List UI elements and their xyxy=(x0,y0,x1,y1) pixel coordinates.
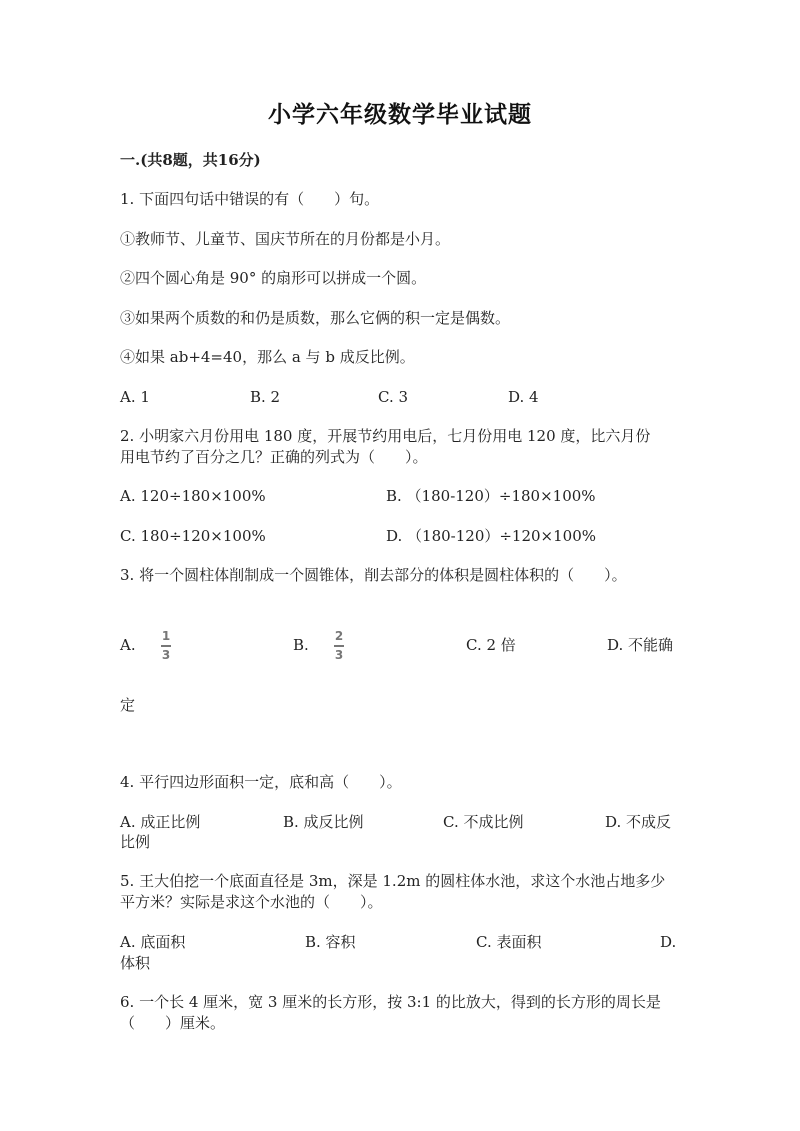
fraction-bar xyxy=(334,645,344,647)
question-1-option-a: A. 1 xyxy=(120,388,150,406)
question-3-stem: 3. 将一个圆柱体削制成一个圆锥体，削去部分的体积是圆柱体积的（ ）。 xyxy=(120,566,627,584)
question-1-statement-4: ④如果 ab+4=40，那么 a 与 b 成反比例。 xyxy=(120,348,415,366)
question-1-statement-3: ③如果两个质数的和仍是质数，那么它俩的积一定是偶数。 xyxy=(120,309,511,327)
question-3-option-d: D. 不能确 xyxy=(607,636,674,654)
question-2-stem-line-2: 用电节约了百分之几？正确的列式为（ ）。 xyxy=(120,448,428,466)
question-2-option-d: D. （180-120）÷120×100% xyxy=(386,527,597,545)
question-1-statement-1: ①教师节、儿童节、国庆节所在的月份都是小月。 xyxy=(120,230,451,248)
question-5-stem-line-2: 平方米？实际是求这个水池的（ ）。 xyxy=(120,893,383,911)
question-1-statement-2: ②四个圆心角是 90° 的扇形可以拼成一个圆。 xyxy=(120,269,427,287)
question-2-option-c: C. 180÷120×100% xyxy=(120,527,266,545)
question-1-option-b: B. 2 xyxy=(250,388,281,406)
question-5-stem-line-1: 5. 王大伯挖一个底面直径是 3m，深是 1.2m 的圆柱体水池，求这个水池占地多少 xyxy=(120,872,666,890)
page-title: 小学六年级数学毕业试题 xyxy=(268,101,532,128)
fraction-bar xyxy=(161,645,171,647)
question-4-option-c: C. 不成比例 xyxy=(443,813,524,831)
question-3-option-c: C. 2 倍 xyxy=(466,636,516,654)
question-2-stem-line-1: 2. 小明家六月份用电 180 度，开展节约用电后，七月份用电 120 度，比六月份 xyxy=(120,427,651,445)
fraction-numerator: 1 xyxy=(161,629,171,643)
question-2-option-b: B. （180-120）÷180×100% xyxy=(386,487,596,505)
question-3-option-d-continued: 定 xyxy=(120,696,136,714)
question-1-option-d: D. 4 xyxy=(508,388,539,406)
question-2-option-a: A. 120÷180×100% xyxy=(120,487,266,505)
question-5-option-b: B. 容积 xyxy=(305,933,356,951)
question-3-option-a-fraction xyxy=(161,630,171,662)
question-5-option-c: C. 表面积 xyxy=(476,933,542,951)
question-4-option-a: A. 成正比例 xyxy=(120,813,201,831)
question-3-option-b: B. xyxy=(293,636,309,654)
fraction-denominator: 3 xyxy=(334,647,344,662)
question-4-stem: 4. 平行四边形面积一定，底和高（ ）。 xyxy=(120,773,402,791)
fraction-numerator: 2 xyxy=(334,629,344,643)
question-5-option-d: D. xyxy=(660,933,677,951)
section-heading: 一.(共8题，共16分) xyxy=(120,151,261,169)
question-3-option-a: A. xyxy=(120,636,136,654)
question-1-option-c: C. 3 xyxy=(378,388,409,406)
question-1-stem: 1. 下面四句话中错误的有（ ）句。 xyxy=(120,190,380,208)
question-3-option-b-fraction xyxy=(334,630,344,662)
fraction-denominator: 3 xyxy=(161,647,171,662)
question-6-stem-line-1: 6. 一个长 4 厘米，宽 3 厘米的长方形，按 3:1 的比放大，得到的长方形的周长是 xyxy=(120,993,661,1011)
question-4-option-d-continued: 比例 xyxy=(120,833,151,851)
question-4-option-b: B. 成反比例 xyxy=(283,813,364,831)
question-5-option-d-continued: 体积 xyxy=(120,954,151,972)
question-5-option-a: A. 底面积 xyxy=(120,933,186,951)
question-6-stem-line-2: （ ）厘米。 xyxy=(120,1014,226,1032)
question-4-option-d: D. 不成反 xyxy=(605,813,672,831)
